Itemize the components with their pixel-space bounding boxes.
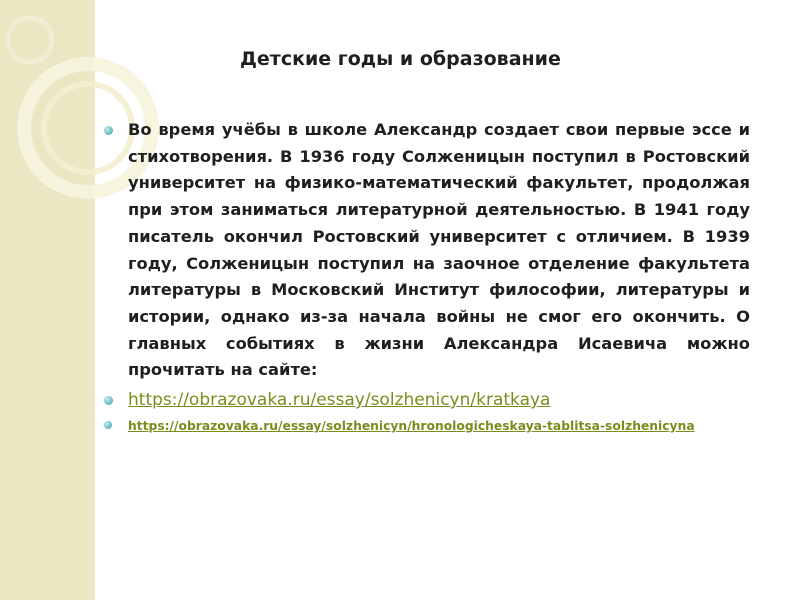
slide-title: Детские годы и образование bbox=[240, 48, 561, 70]
bullet-item-link-kratkaya bbox=[100, 387, 750, 413]
bullet-paragraph: Во время учёбы в школе Александр создает свои первые эссе и стихотворения. В 1936 году Солженицын поступил в Ростовский университет на физико-математический факультет, продолжая при этом заниматься литературной деятельностью. В 1941 году писатель окончил Ростовский университет с отличием. В 1939 году, Солженицын поступил на заочное отделение факультета литературы в Московский Институт философии, литературы и истории, однако из-за начала войны не смог его окончить. О главных событиях в жизни Александра Исаевича можно прочитать на сайте: bbox=[128, 120, 750, 380]
link-hronologicheskaya[interactable]: https://obrazovaka.ru/essay/solzhenicyn/hronologicheskaya-tablitsa-solzhenicyna bbox=[128, 419, 695, 434]
bullet-dot-icon bbox=[104, 396, 113, 405]
bullet-list bbox=[100, 117, 750, 436]
bullet-item-link-hronologicheskaya bbox=[100, 416, 750, 436]
link-kratkaya[interactable]: https://obrazovaka.ru/essay/solzhenicyn/kratkaya bbox=[128, 390, 551, 411]
bullet-dot-icon bbox=[104, 421, 112, 429]
ring-small bbox=[8, 18, 52, 62]
bullet-item-text bbox=[100, 117, 750, 384]
bullet-dot-icon bbox=[104, 126, 113, 135]
